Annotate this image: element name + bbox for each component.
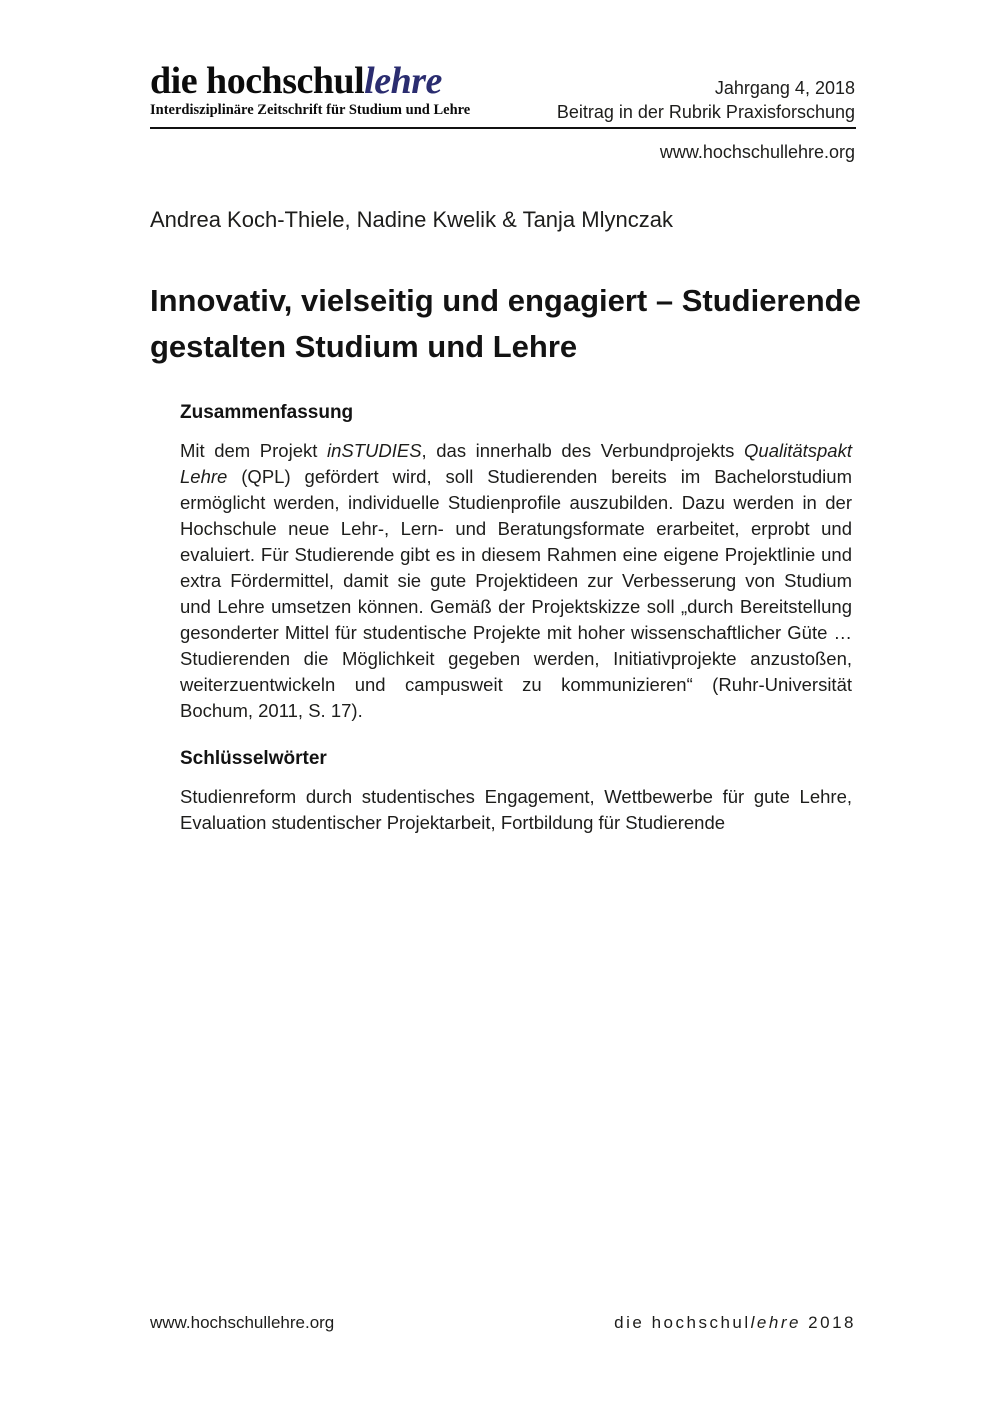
logo-text-accent: lehre (364, 60, 442, 102)
header-website-link[interactable]: www.hochschullehre.org (659, 142, 855, 162)
authors-line: Andrea Koch-Thiele, Nadine Kwelik & Tanja Mlynczak (150, 207, 673, 232)
footer-brand-year: 2018 (800, 1313, 856, 1332)
keywords-heading: Schlüsselwörter (180, 748, 327, 769)
issue-volume-year: Jahrgang 4, 2018 (714, 78, 855, 98)
abstract-seg-project-name: inSTUDIES (326, 440, 422, 461)
page-footer (150, 1312, 856, 1334)
footer-journal-brand (614, 1312, 856, 1334)
header-divider-rule (150, 127, 856, 129)
issue-meta (557, 76, 855, 124)
abstract-text (180, 438, 852, 724)
journal-logo (150, 62, 510, 118)
article-title: Innovativ, vielseitig und engagiert – Studierende gestalten Studium und Lehre (150, 283, 861, 364)
footer-website-link[interactable]: www.hochschullehre.org (150, 1313, 335, 1332)
abstract-heading: Zusammenfassung (180, 402, 354, 423)
footer-brand-black: die hochschul (614, 1313, 751, 1332)
keywords-text: Studienreform durch studentisches Engagement, Wettbewerbe für gute Lehre, Evaluation studentischer Projektarbeit, Fortbildung für Studierende (180, 786, 852, 833)
abstract-seg-rest: (QPL) gefördert wird, soll Studierenden bereits im Bachelorstudium ermöglicht werden, individuelle Studienprofile auszubilden. Dazu werden in der Hochschule neue Lehr-, Lern- und Beratungsformate erarbeitet, erprobt und evaluiert. Für Studierende gibt es in diesem Rahmen eine eigene Projektlinie und extra Fördermittel, damit sie gute Projektideen zur Verbesserung von Studium und Lehre umsetzen können. Gemäß der Projektskizze soll „durch Bereitstellung gesonderter Mittel für studentische Projekte mit hoher wissenschaftlicher Güte … Studierenden die Möglichkeit gegeben werden, Initiativprojekte anzustoßen, weiterzuentwickeln und campusweit zu kommunizieren“ (Ruhr-Universität Bochum, 2011, S. 17). (180, 466, 852, 721)
abstract-seg-intro: Mit dem Projekt (180, 440, 327, 461)
footer-brand-accent: lehre (750, 1313, 801, 1332)
journal-logo-subtitle: Interdisziplinäre Zeitschrift für Studium und Lehre (150, 102, 471, 118)
abstract-seg-mid: , das innerhalb des Verbundprojekts (421, 440, 745, 461)
abstract-seg-qpl-name: Qualitätspakt Lehre (180, 440, 852, 487)
journal-logo-title (150, 62, 510, 100)
keywords-section (180, 747, 852, 836)
logo-text-black: die hochschul (150, 60, 365, 102)
abstract-section (180, 401, 852, 724)
issue-rubric: Beitrag in der Rubrik Praxisforschung (556, 102, 855, 122)
